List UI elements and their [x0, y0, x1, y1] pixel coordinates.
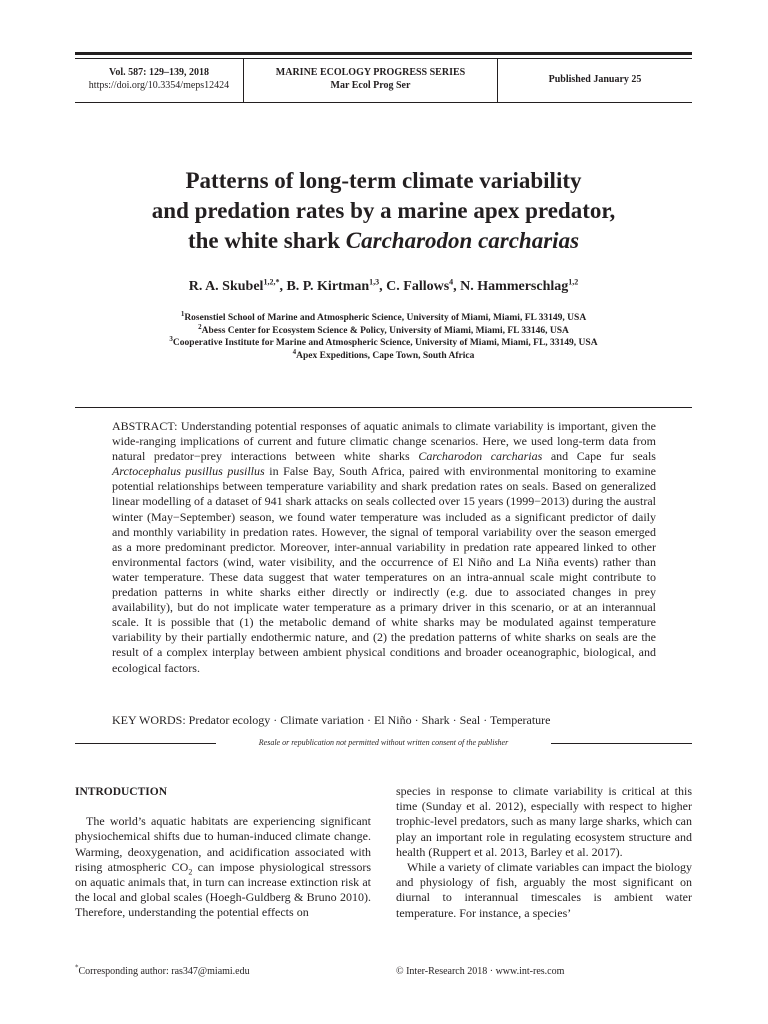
publisher-notice: Resale or republication not permitted without written consent of the publisher	[258, 738, 509, 747]
title-line: and predation rates by a marine apex predator,	[151, 198, 616, 223]
affiliation: $^2$Abess Center for Ecosystem Science & Policy, University of Miami, Miami, FL 33146, USA	[198, 322, 569, 336]
title-line: the white shark Carcharodon carcharias	[187, 228, 580, 253]
journal-abbrev: Mar Ecol Prog Ser	[330, 80, 411, 91]
header-volume-cell	[75, 66, 243, 92]
header-top-rule	[75, 52, 692, 55]
header-top-rule-thin	[75, 58, 692, 59]
author: B. P. Kirtman$^{1,3}$,	[286, 277, 387, 294]
published-date: Published January 25	[548, 74, 642, 85]
body-paragraph: While a variety of climate variables can impact the biology and physiology of fish, arguably the most significant on diurnal to interannual timescales is ambient water temperature. For instance, a species’	[396, 860, 692, 920]
species-name: Carcharodon carcharias	[345, 228, 580, 253]
body-paragraph: species in response to climate variability is critical at this time (Sunday et al. 2012), especially with respect to higher trophic-level predators, such as many large sharks, which can play an important role in regulating ecosystem structure and health (Ruppert et al. 2013, Barley et al. 2017).	[396, 784, 692, 859]
abstract-top-rule	[75, 407, 692, 408]
journal-name: MARINE ECOLOGY PROGRESS SERIES	[275, 67, 466, 78]
author: R. A. Skubel$^{1,2,*}$,	[188, 277, 287, 294]
species-name: Arctocephalus pusillus pusillus	[112, 464, 265, 479]
header-published-cell	[498, 73, 692, 86]
affiliation: $^1$Rosenstiel School of Marine and Atmospheric Science, University of Miami, Miami, FL 33149, USA	[180, 309, 587, 323]
section-heading: INTRODUCTION	[75, 786, 168, 798]
author: C. Fallows$^4$,	[386, 277, 461, 294]
notice-rule	[75, 743, 216, 744]
abstract-text: ABSTRACT: Understanding potential responses of aquatic animals to climate variability is important, given the wide-ranging implications of current and future climatic change scenarios. Here, we used long-term data from natural predator−prey interactions between white sharks Carcharodon carcharias and Cape fur seals Arctocephalus pusillus pusillus in False Bay, South Africa, paired with environmental monitoring to examine potential relationships between temperature variability and shark predation rates on seals. Based on generalized linear modelling of a dataset of 941 shark attacks on seals collected over 15 years (1999−2013) during the austral winter (May−September) season, we found water temperature was included as a significant predictor of daily and monthly variability in predation rates. However, the signal of temporal variability over the season emerged as a more predominant predictor. Moreover, inter-annual variability in predation rate appeared linked to other environmental factors (wind, water visibility, and the occurrence of El Niño and La Niña events) rather than water temperature. These data suggest that water temperatures on an intra-annual scale might contribute to predation patterns in white sharks either directly or indirectly (e.g. due to associated changes in prey availability), but do not implicate water temperature as a primary driver in this scenario, or at an interannual scale. It is possible that (1) the metabolic demand of white sharks may be modulated against temperature variability by their partially endothermic nature, and (2) the predation patterns of white sharks on seals are the result of a complex interplay between ambient physical conditions and broader oceanographic, biological, and ecological factors.	[112, 419, 656, 675]
paper-title	[75, 166, 692, 256]
copyright: © Inter-Research 2018 · www.int-res.com	[396, 966, 565, 977]
author: N. Hammerschlag$^{1,2}$	[460, 277, 579, 294]
body-column-right	[396, 784, 692, 921]
notice-rule	[551, 743, 692, 744]
corresponding-author: *Corresponding author: ras347@miami.edu	[75, 963, 250, 977]
abstract	[112, 419, 656, 676]
body-paragraph: The world’s aquatic habitats are experiencing significant physiochemical shifts due to human-induced climate change. Warming, deoxygenation, and acidification associated with rising atmospheric $CO_2$ can impose physiological stressors on aquatic animals that, in turn can increase extinction risk at the local and global scales (Hoegh-Guldberg & Bruno 2010). Therefore, understanding the potential effects on	[75, 814, 371, 920]
species-name: Carcharodon carcharias	[418, 449, 543, 464]
title-line: Patterns of long-term climate variability	[185, 168, 582, 193]
volume-label: Vol. 587: 129–139, 2018	[109, 67, 209, 78]
author-list	[75, 279, 692, 295]
body-column-left	[75, 785, 371, 921]
header-journal-cell	[244, 66, 497, 92]
affiliation: $^3$Cooperative Institute for Marine and Atmospheric Science, University of Miami, Miami, FL, 33149, USA	[169, 334, 598, 348]
affiliation-list	[75, 309, 692, 362]
keywords: KEY WORDS: Predator ecology · Climate variation · El Niño · Shark · Seal · Temperature	[112, 713, 551, 727]
header-bottom-rule	[75, 102, 692, 103]
doi-link[interactable]: https://doi.org/10.3354/meps12424	[88, 80, 230, 91]
publisher-notice-bar	[75, 737, 692, 749]
affiliation: $^4$Apex Expeditions, Cape Town, South Africa	[292, 347, 475, 361]
